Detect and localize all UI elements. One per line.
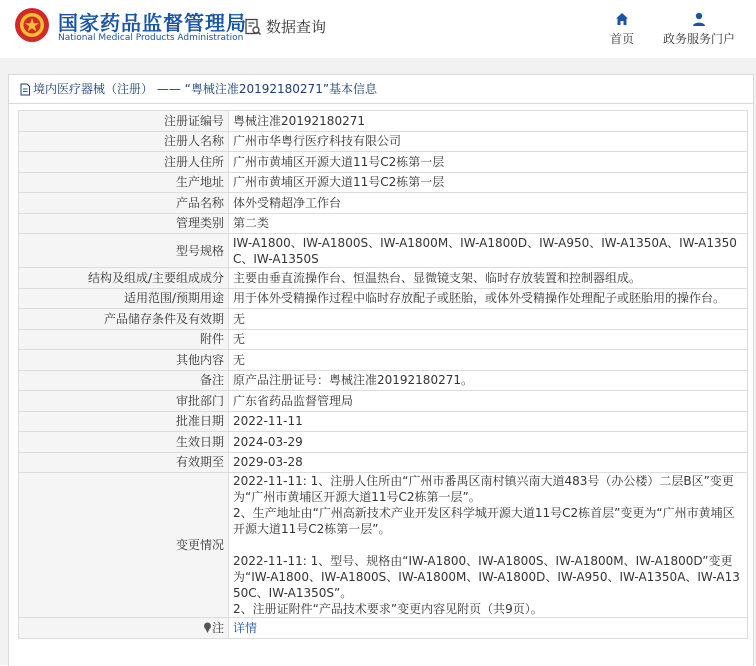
info-panel [8,74,754,666]
panel-title [9,75,753,104]
pin-icon [203,622,212,633]
document-icon [19,83,31,96]
change-line-blank [233,537,743,553]
table-row [19,309,748,330]
nmpa-emblem-icon [14,7,50,43]
row-label: 审批部门 [19,391,229,412]
row-value: 第二类 [229,213,748,234]
table-row [19,152,748,173]
row-label: 生效日期 [19,432,229,453]
table-row [19,111,748,132]
change-history [229,473,748,618]
table-row [19,234,748,268]
change-line: 2022-11-11: 1、注册人住所由“广州市番禺区南村镇兴南大道483号（办公楼）二层B区”变更为“广州市黄埔区开源大道11号C2栋第一层”。 [233,474,734,504]
panel-title-text: 境内医疗器械（注册） —— “粤械注准20192180271”基本信息 [33,82,378,96]
user-icon [691,11,707,27]
row-value: 2024-03-29 [229,432,748,453]
details-link[interactable]: 详情 [233,620,258,635]
row-value: 广东省药品监督管理局 [229,391,748,412]
change-label: 变更情况 [19,473,229,618]
row-label: 注册人名称 [19,131,229,152]
row-value: 无 [229,350,748,371]
data-query-text: 数据查询 [266,18,327,36]
row-value: 粤械注准20192180271 [229,111,748,132]
row-value: 广州市华粤行医疗科技有限公司 [229,131,748,152]
table-row [19,432,748,453]
table-row [19,172,748,193]
table-row [19,193,748,214]
row-label: 注册证编号 [19,111,229,132]
row-value: 无 [229,309,748,330]
row-value: 原产品注册证号：粤械注准20192180271。 [229,370,748,391]
row-value: 2022-11-11 [229,411,748,432]
row-label: 备注 [19,370,229,391]
site-logo-subtitle: National Medical Products Administration [58,33,244,43]
row-label: 结构及组成/主要组成成分 [19,268,229,289]
table-row [19,213,748,234]
row-label: 有效期至 [19,452,229,473]
row-label: 管理类别 [19,213,229,234]
nav-home-label: 首页 [609,32,634,46]
home-icon [614,11,630,27]
row-label: 产品储存条件及有效期 [19,309,229,330]
row-value: IW-A1800、IW-A1800S、IW-A1800M、IW-A1800D、IW-A950、IW-A1350A、IW-A1350C、IW-A1350S [229,234,748,268]
row-value: 体外受精超净工作台 [229,193,748,214]
table-row [19,131,748,152]
note-value [229,618,748,639]
table-row-note [19,618,748,639]
table-row [19,268,748,289]
row-label: 产品名称 [19,193,229,214]
nav-home[interactable] [602,11,642,47]
row-value: 主要由垂直流操作台、恒温热台、显微镜支架、临时存放装置和控制器组成。 [229,268,748,289]
document-search-icon [244,18,262,36]
table-row [19,288,748,309]
nav-service-portal-label: 政务服务门户 [662,32,735,46]
note-label [19,618,229,639]
table-row [19,370,748,391]
change-line: 2022-11-11: 1、型号、规格由“IW-A1800、IW-A1800S、IW-A1800M、IW-A1800D”变更为“IW-A1800、IW-A1800S、IW-A1800M、IW-A1800D、IW-A950、IW-A1350A、IW-A1350C、IW-A1350S”。 [233,554,740,600]
data-query-label [244,16,326,37]
row-label: 适用范围/预期用途 [19,288,229,309]
row-label: 型号规格 [19,234,229,268]
row-value: 用于体外受精操作过程中临时存放配子或胚胎，或体外受精操作处理配子或胚胎用的操作台。 [229,288,748,309]
row-value: 2029-03-28 [229,452,748,473]
row-label: 注册人住所 [19,152,229,173]
row-value: 广州市黄埔区开源大道11号C2栋第一层 [229,172,748,193]
row-value: 无 [229,329,748,350]
site-logo-title[interactable]: 国家药品监督管理局 [58,11,247,35]
site-header [0,0,756,58]
change-line: 2、生产地址由“广州高新技术产业开发区科学城开源大道11号C2栋首层”变更为“广州市黄埔区开源大道11号C2栋第一层”。 [233,506,735,536]
row-label: 其他内容 [19,350,229,371]
row-label: 附件 [19,329,229,350]
table-row-change [19,473,748,618]
row-label: 生产地址 [19,172,229,193]
table-row [19,411,748,432]
note-label-text: 注 [211,620,224,635]
table-row [19,329,748,350]
table-row [19,350,748,371]
detail-table [18,110,748,639]
row-value: 广州市黄埔区开源大道11号C2栋第一层 [229,152,748,173]
table-row [19,391,748,412]
change-line: 2、注册证附件“产品技术要求”变更内容见附页（共9页）。 [233,602,543,616]
nav-service-portal[interactable] [656,11,742,47]
row-label: 批准日期 [19,411,229,432]
table-row [19,452,748,473]
